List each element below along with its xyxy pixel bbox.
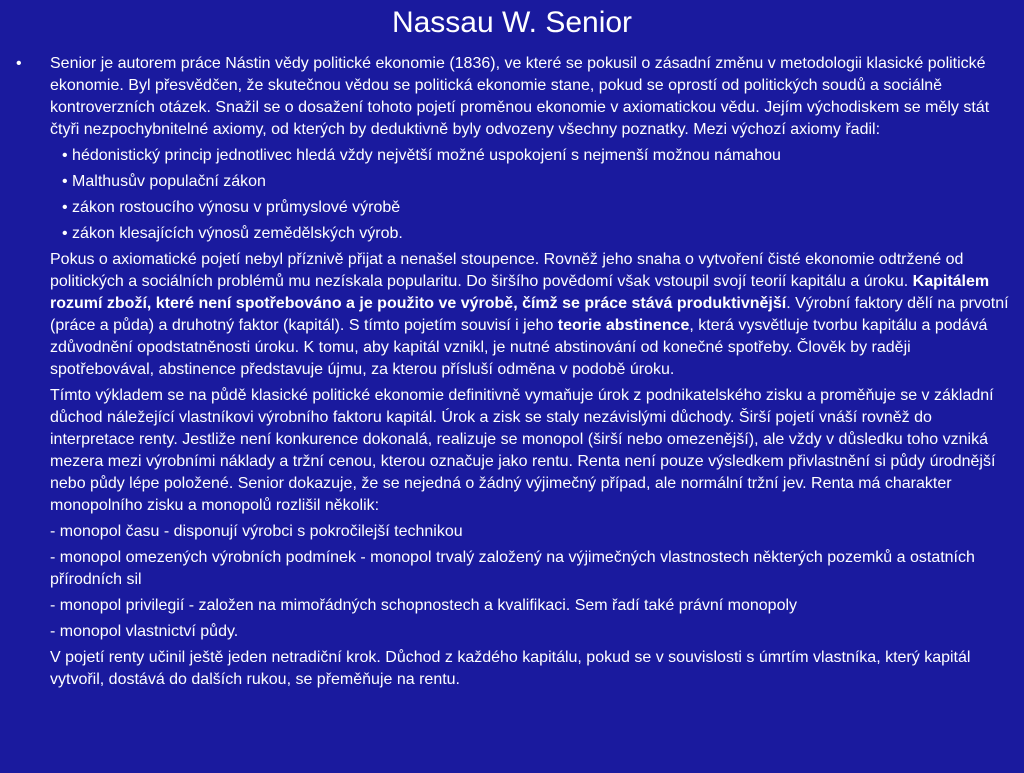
monopoly-item: - monopol privilegií - založen na mimořádných schopnostech a kvalifikaci. Sem řadí také právní monopoly — [50, 597, 798, 614]
rent-paragraph: Tímto výkladem se na půdě klasické politické ekonomie definitivně vymaňuje úrok z podnikatelského zisku a proměňuje se v základní důchod náležející vlastníkovi výrobního faktoru kapitál. Úrok a zisk se staly nezávislými důchody. Širší pojetí vnáší rovněž do interpretace renty. Jestliže není konkurence dokonalá, realizuje se monopol (širší nebo omezenější), ale vždy v důsledku toho vzniká mezera mezi výrobními náklady a tržní cenou, kterou označuje jako rentu. Renta není pouze výsledkem přivlastnění si půdy úrodnější nebo půdy lépe položené. Senior dokazuje, že se nejedná o žádný výjimečný případ, ale normální tržní jev. Renta má charakter monopolního zisku a monopolů rozlišil několik: — [50, 387, 996, 514]
intro-paragraph: Senior je autorem práce Nástin vědy politické ekonomie (1836), ve které se pokusil o zásadní změnu v metodologii klasické politické ekonomie. Byl přesvědčen, že skutečnou vědou se politická ekonomie stane, pokud se oprostí od politických soudů a sociálně kontroverzních otázek. Snažil se o dosažení tohoto pojetí proměnou ekonomie v axiomatickou vědu. Jejím východiskem se měly stát čtyři nezpochybnitelné axiomy, od kterých by deduktivně byly odvozeny všechny poznatky. Mezi výchozí axiomy řadil: — [50, 55, 990, 138]
bullet-item — [0, 53, 1024, 141]
slide — [0, 5, 1024, 773]
final-paragraph: V pojetí renty učinil ještě jeden netradiční krok. Důchod z každého kapitálu, pokud se v souvislosti s úmrtím vlastníka, který kapitál vytvořil, dostává do dalších rukou, se přeměňuje na rentu. — [50, 649, 971, 688]
axiom-item: • hédonistický princip jednotlivec hledá vždy největší možné uspokojení s nejmenší možnou námahou — [62, 147, 781, 164]
capital-text-part1: Pokus o axiomatické pojetí nebyl příznivě přijat a nenašel stoupence. Rovněž jeho snaha o vytvoření čisté ekonomie odtržené od politických a sociálních problémů mu nezískala popularitu. Do širšího povědomí však vstoupil svojí teorií kapitálu a úroku. — [50, 251, 964, 290]
capital-text-part3: , která vysvětluje tvorbu kapitálu a podává zdůvodnění opodstatněnosti úroku. K tomu, aby kapitál vznikl, je nutné abstinování od konečné spotřeby. Člověk by raději spotřebovával, abstinence představuje újmu, za kterou přísluší odměna v podobě úroku. — [50, 317, 988, 378]
capital-text-part2: . Výrobní faktory dělí na prvotní (práce a půda) a druhotný faktor (kapitál). S tímto pojetím souvisí i jeho — [50, 295, 1009, 334]
monopoly-item: - monopol vlastnictví půdy. — [50, 623, 239, 640]
capital-paragraph — [0, 249, 1024, 381]
axiom-item: • zákon klesajících výnosů zemědělských výrob. — [62, 225, 403, 242]
bullet-icon: • — [16, 55, 22, 72]
monopoly-item: - monopol času - disponují výrobci s pokročilejší technikou — [50, 523, 463, 540]
capital-definition: Kapitálem rozumí zboží, které není spotřebováno a je použito ve výrobě, čímž se práce stává produktivnější — [50, 273, 990, 312]
axiom-item: • zákon rostoucího výnosu v průmyslové výrobě — [62, 199, 401, 216]
axiom-item: • Malthusův populační zákon — [62, 173, 266, 190]
abstinence-theory-term: teorie abstinence — [557, 317, 690, 334]
slide-content — [0, 53, 1024, 691]
slide-title: Nassau W. Senior — [391, 6, 633, 39]
monopoly-item: - monopol omezených výrobních podmínek - monopol trvalý založený na výjimečných vlastnostech některých pozemků a ostatních přírodních sil — [50, 549, 975, 588]
